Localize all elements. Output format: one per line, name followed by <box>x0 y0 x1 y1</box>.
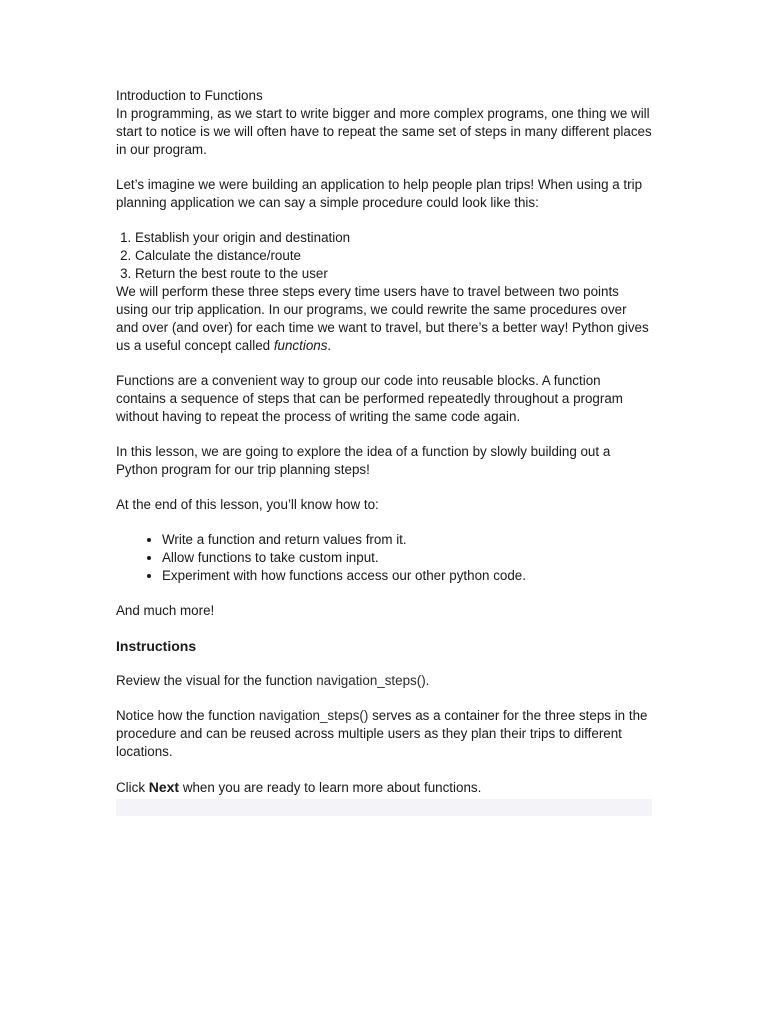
list-item: 2. Calculate the distance/route <box>135 247 652 265</box>
click-prefix: Click <box>116 780 149 795</box>
functions-emphasis: functions <box>273 338 328 353</box>
next-keyword: Next <box>148 779 180 795</box>
much-more-text: And much more! <box>116 603 215 618</box>
functions-paragraph: Functions are a convenient way to group our code into reusable blocks. A function contains a sequence of steps that can be performed repeatedly throughout a program without having to repeat the process of writing the same code again. <box>116 373 623 424</box>
review-code: navigation_steps() <box>316 673 426 688</box>
review-paragraph <box>116 672 652 690</box>
list-item: 1. Establish your origin and destination <box>135 229 652 247</box>
list-item: 3. Return the best route to the user <box>135 265 652 283</box>
document-title: Introduction to Functions <box>116 88 263 103</box>
list-item: • Allow functions to take custom input. <box>162 549 652 567</box>
review-suffix: . <box>425 673 430 688</box>
notice-paragraph <box>116 707 652 761</box>
lesson-paragraph: In this lesson, we are going to explore the idea of a function by slowly building out a Python program for our trip planning steps! <box>116 444 611 477</box>
objectives-list <box>116 531 652 585</box>
perform-text: We will perform these three steps every time users have to travel between two points using our trip application. In our programs, we could rewrite the same procedures over and over (and over) for each time we want to travel, but there’s a better way! Python gives us a useful concept called <box>116 284 649 353</box>
perform-end: . <box>327 338 332 353</box>
click-suffix: when you are ready to learn more about functions. <box>179 780 482 795</box>
intro-paragraph: In programming, as we start to write bigger and more complex programs, one thing we will start to notice is we will often have to repeat the same set of steps in many different places in our program. <box>116 106 652 157</box>
notice-code: navigation_steps() <box>258 708 369 723</box>
click-next-paragraph <box>116 778 652 797</box>
notice-suffix: serves as a container for the three steps in the procedure and can be reused across multiple users as they plan their trips to different locations. <box>116 708 648 759</box>
end-of-lesson-paragraph: At the end of this lesson, you’ll know how to: <box>116 497 379 512</box>
procedure-steps-list <box>116 229 652 283</box>
instructions-heading: Instructions <box>116 638 197 654</box>
imagine-paragraph: Let’s imagine we were building an application to help people plan trips! When using a trip planning application we can say a simple procedure could look like this: <box>116 177 643 210</box>
shaded-bar <box>116 799 652 816</box>
notice-prefix: Notice how the function <box>116 708 259 723</box>
document-content <box>116 87 652 816</box>
list-item: • Experiment with how functions access our other python code. <box>162 567 652 585</box>
list-item: • Write a function and return values from it. <box>162 531 652 549</box>
review-prefix: Review the visual for the function <box>116 673 317 688</box>
perform-paragraph <box>116 283 652 355</box>
